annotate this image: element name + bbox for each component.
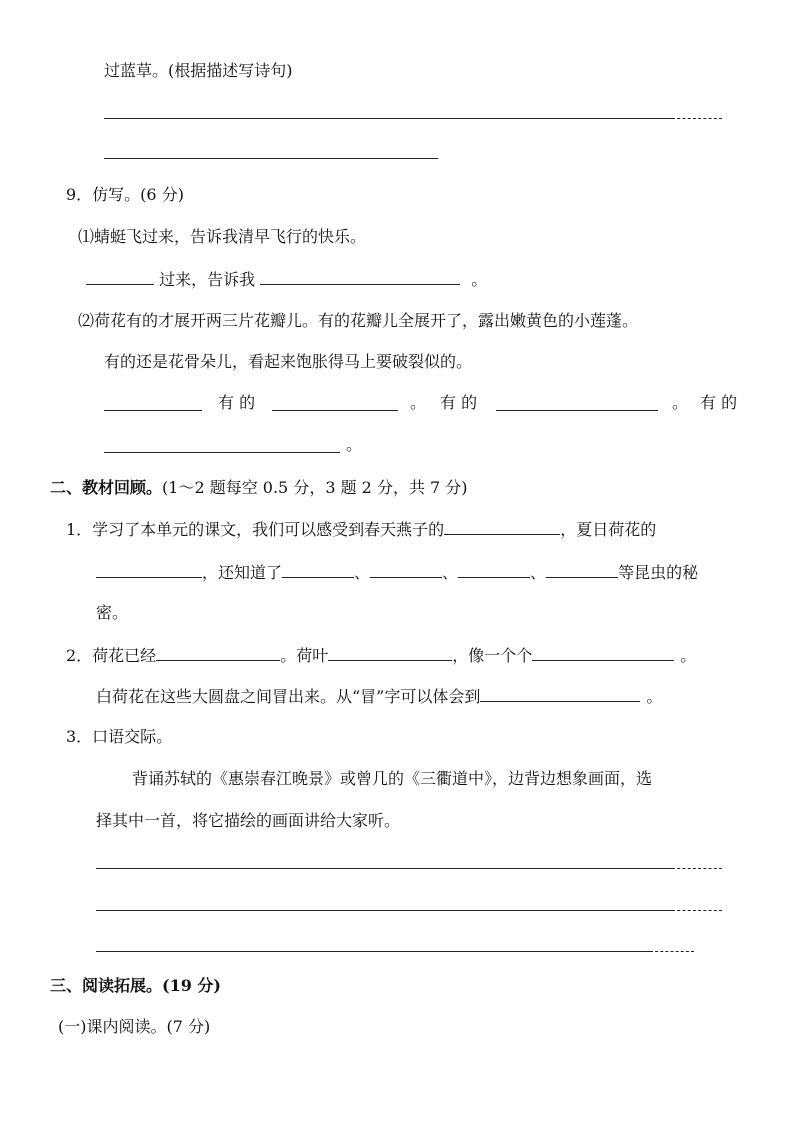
s2-q2-line2 — [96, 685, 662, 708]
answer-line[interactable] — [104, 118, 672, 119]
s2-q1-sep: 、 — [442, 563, 459, 582]
q9-part2-end: 。 — [346, 435, 363, 454]
q9-part1-stem: ⑴蜻蜓飞过来，告诉我清早飞行的快乐。 — [78, 227, 367, 246]
section2-header — [50, 477, 468, 499]
answer-line-dashed — [672, 868, 722, 869]
s2-q2-text-b: 。荷叶 — [280, 646, 329, 665]
s2-q2-text-d: 。 — [680, 646, 697, 665]
q9-part2-you3: 有 的 — [700, 393, 738, 412]
blank-9[interactable] — [282, 561, 354, 578]
answer-line[interactable] — [96, 868, 672, 869]
s2-q2-text-c: ，像一个个 — [452, 646, 533, 665]
blank-3[interactable] — [104, 394, 202, 411]
s2-q1-line2 — [96, 561, 698, 584]
s2-q1-line1 — [66, 518, 656, 541]
blank-1[interactable] — [86, 268, 154, 285]
s2-q2-text-f: 。 — [646, 687, 663, 706]
blank-7[interactable] — [444, 518, 560, 535]
answer-line[interactable] — [104, 158, 438, 159]
blank-13[interactable] — [156, 644, 280, 661]
blank-15[interactable] — [532, 644, 674, 661]
answer-line-dashed — [672, 118, 722, 119]
blank-11[interactable] — [458, 561, 530, 578]
answer-line-dashed — [650, 951, 694, 952]
s2-q1-text-c: ，还知道了 — [202, 563, 283, 582]
s2-q2-text-a: 2．荷花已经 — [66, 646, 157, 665]
q9-part2-dot2: 。 — [672, 393, 689, 412]
q9-part2-you1: 有 的 — [218, 393, 256, 412]
section3-heading: 三、阅读拓展。(19 分) — [50, 976, 221, 995]
s2-q1-sep: 、 — [530, 563, 547, 582]
q9-part2-stem1: ⑵荷花有的才展开两三片花瓣儿。有的花瓣儿全展开了，露出嫩黄色的小莲蓬。 — [78, 311, 639, 330]
blank-10[interactable] — [370, 561, 442, 578]
q9-title: 9．仿写。(6 分) — [66, 185, 184, 204]
s2-q1-text-d: 等昆虫的秘 — [618, 563, 699, 582]
s2-q3-title: 3．口语交际。 — [66, 727, 173, 746]
q9-part1-end: 。 — [471, 270, 488, 289]
q9-part2-you2: 有 的 — [440, 393, 478, 412]
q9-part2-dot1: 。 — [410, 393, 427, 412]
section2-score: (1～2 题每空 0.5 分，3 题 2 分，共 7 分) — [162, 478, 468, 497]
q9-part1-answer — [86, 268, 487, 291]
blank-6[interactable] — [104, 436, 340, 453]
q9-part1-mid: 过来，告诉我 — [159, 270, 256, 289]
s2-q3-line1: 背诵苏轼的《惠崇春江晚景》或曾几的《三衢道中》，边背边想象画面，选 — [132, 769, 653, 788]
blank-16[interactable] — [480, 685, 640, 702]
s2-q1-sep: 、 — [354, 563, 371, 582]
blank-4[interactable] — [272, 394, 398, 411]
s2-q1-text-a: 1．学习了本单元的课文，我们可以感受到春天燕子的 — [66, 520, 445, 539]
blank-14[interactable] — [328, 644, 452, 661]
blank-8[interactable] — [96, 561, 202, 578]
q9-part2-stem2: 有的还是花骨朵儿，看起来饱胀得马上要破裂似的。 — [104, 352, 473, 371]
s2-q2-line1 — [66, 644, 696, 667]
blank-2[interactable] — [260, 268, 460, 285]
answer-line-dashed — [672, 910, 722, 911]
s2-q1-text-b: ，夏日荷花的 — [560, 520, 657, 539]
s2-q2-text-e: 白荷花在这些大圆盘之间冒出来。从“冒”字可以体会到 — [96, 687, 481, 706]
s2-q3-line2: 择其中一首，将它描绘的画面讲给大家听。 — [96, 811, 401, 830]
blank-5[interactable] — [496, 394, 658, 411]
q8-tail-text: 过蓝草。(根据描述写诗句) — [104, 61, 293, 80]
blank-12[interactable] — [546, 561, 618, 578]
answer-line[interactable] — [96, 951, 650, 952]
section2-heading: 二、教材回顾。 — [50, 478, 163, 497]
section3-sub: (一)课内阅读。(7 分) — [58, 1017, 211, 1036]
answer-line[interactable] — [96, 910, 672, 911]
s2-q1-text-e: 密。 — [96, 603, 129, 622]
